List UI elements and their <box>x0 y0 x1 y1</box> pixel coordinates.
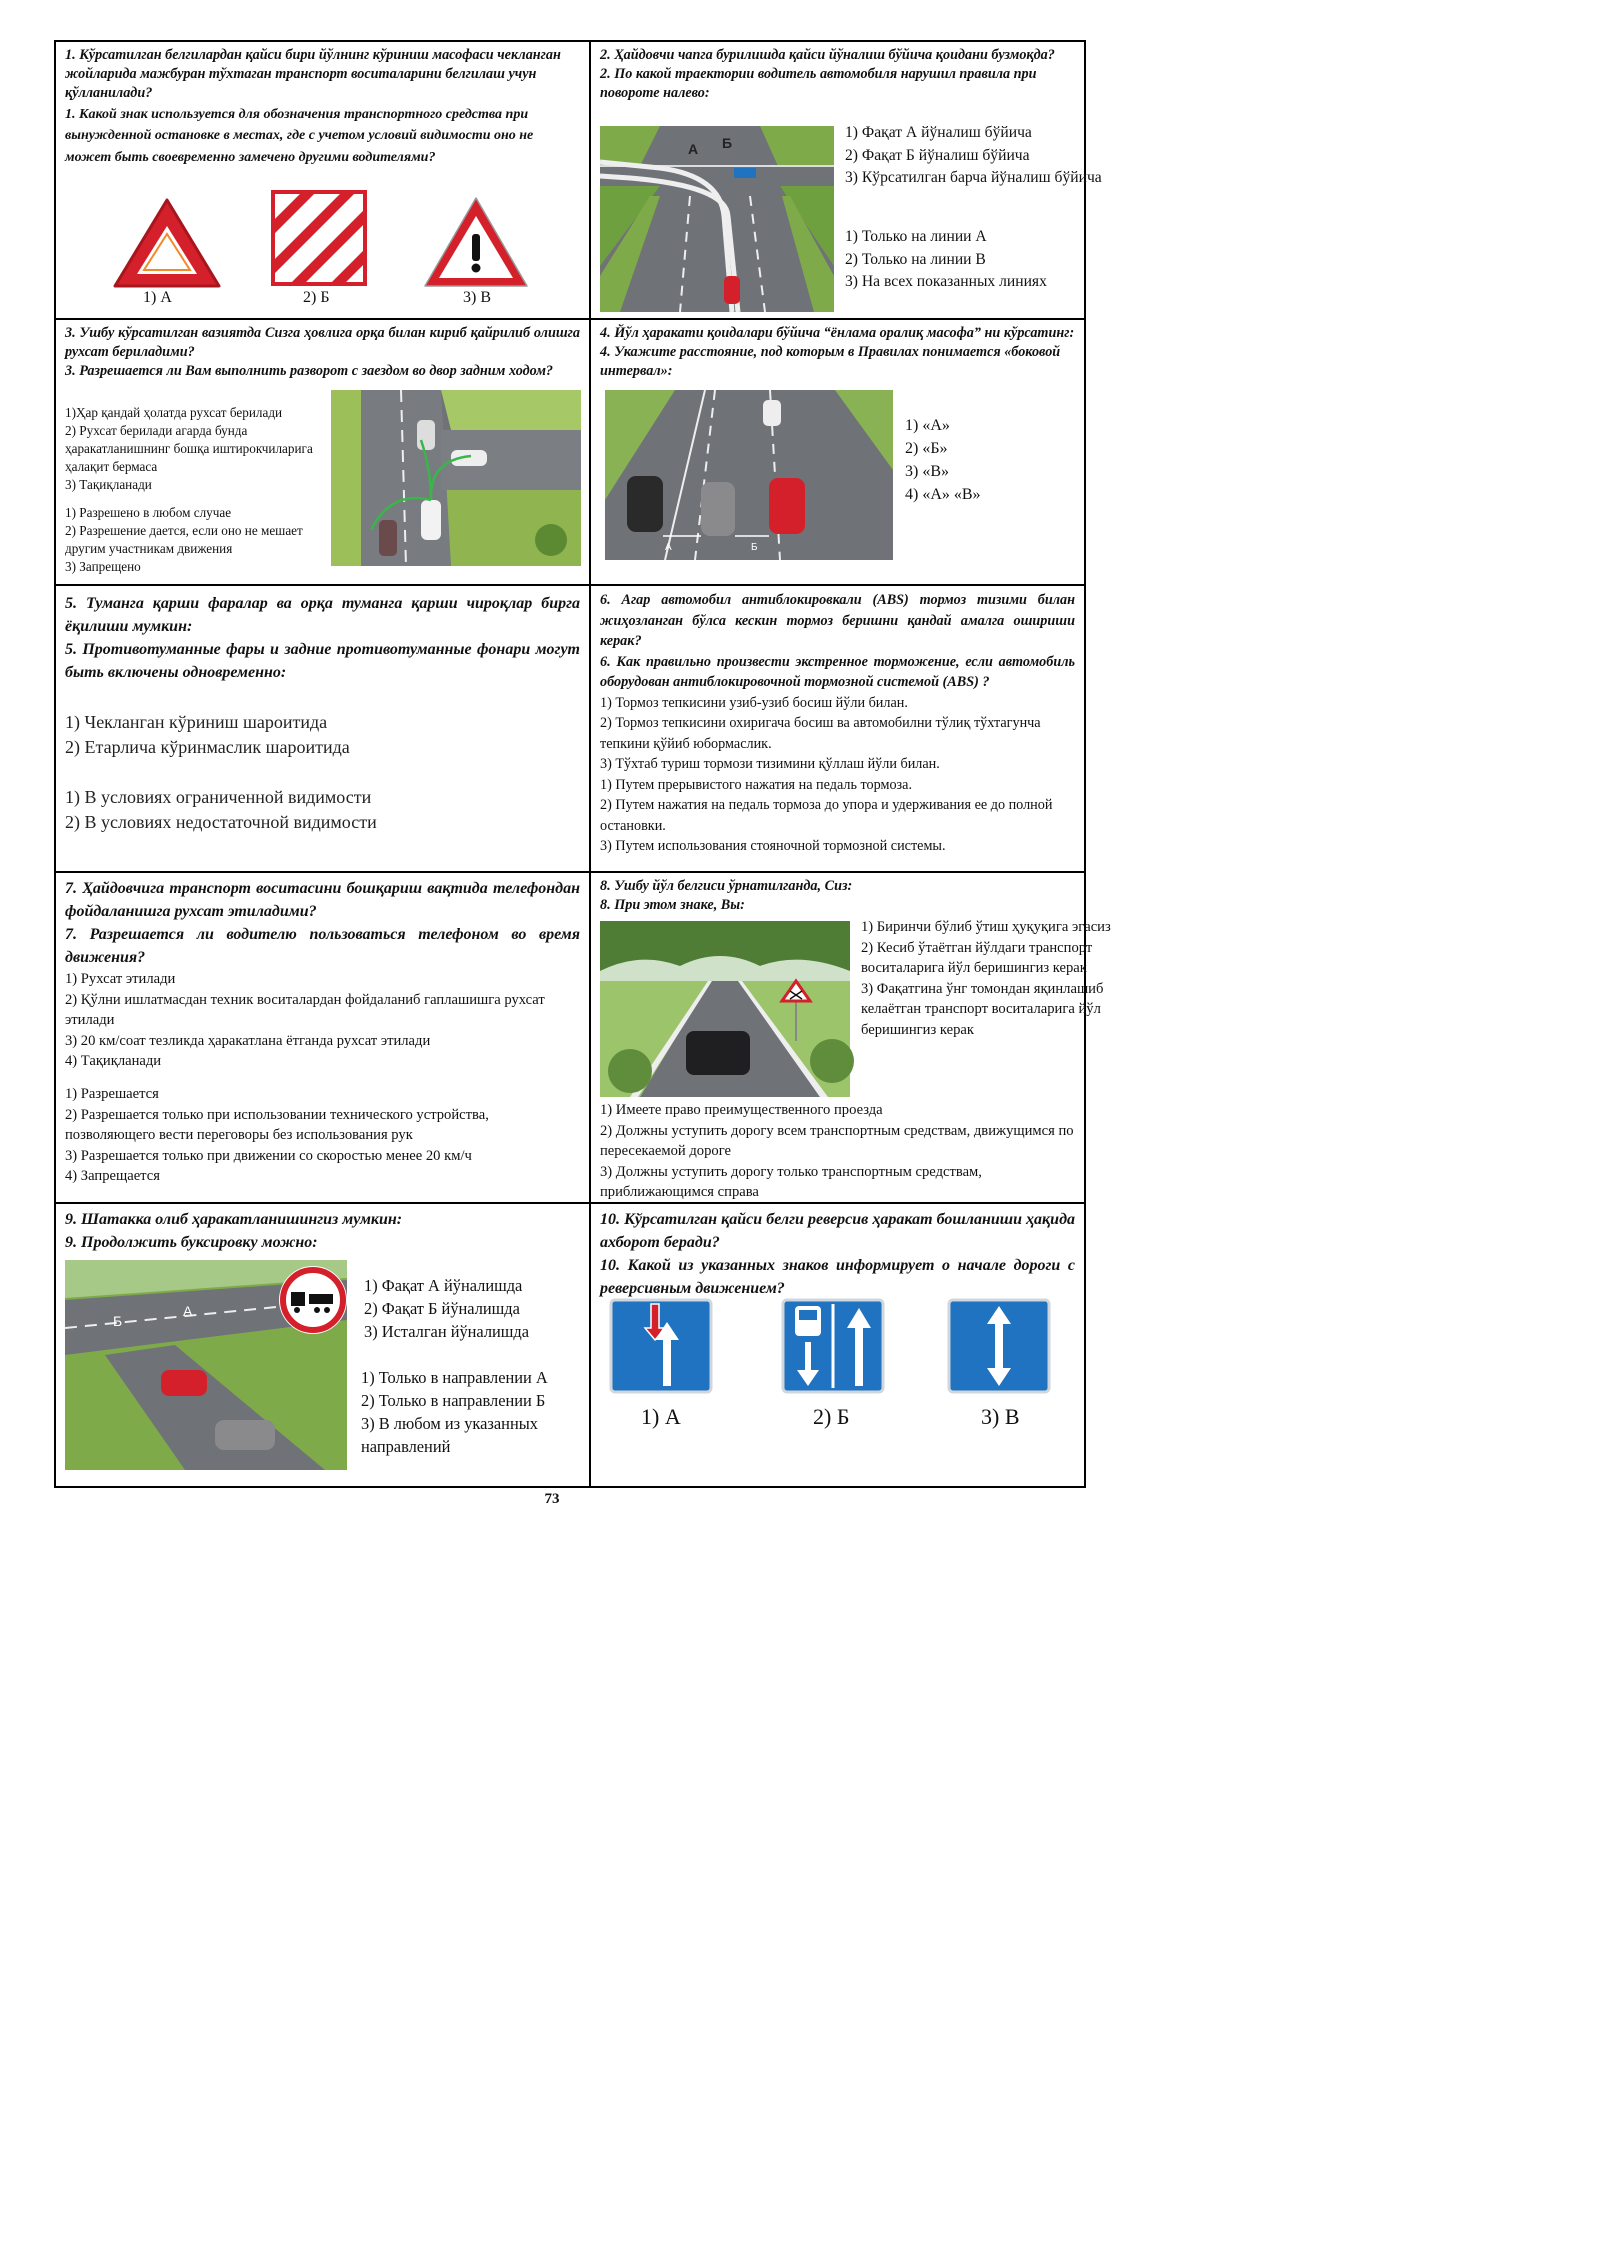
sign-v-reversible-road <box>947 1298 1051 1394</box>
q8-road-image <box>600 921 850 1097</box>
q8-answers-ru <box>600 1100 1088 1203</box>
sign-b-bus-lane <box>781 1298 885 1394</box>
q9-uz: 9. Шатакка олиб ҳаракатланишингиз мумкин: <box>65 1211 403 1228</box>
q4-gray-car <box>701 482 735 536</box>
q2-ru: 2. По какой траектории водитель автомобиля нарушил правила при повороте налево: <box>600 66 1037 102</box>
q3-answers-ru <box>65 504 323 576</box>
q8-answer-uz-2: 2) Кесиб ўтаётган йўлдаги транспорт воситаларига йўл беришингиз керак <box>861 939 1093 977</box>
q7-answer-ru-2: 2) Разрешается только при использовании технического устройства, позволяющего вести переговоры без использования рук <box>65 1106 489 1144</box>
q3-answer-uz-3: 3) Тақиқланади <box>65 477 152 492</box>
q5-answer-uz-2: 2) Етарлича кўринмаслик шароитида <box>65 737 350 757</box>
q9-answer-uz-2: 2) Фақат Б йўналишда <box>364 1299 520 1318</box>
question-4 <box>591 320 1084 586</box>
q1-label-a: 1) А <box>143 289 172 306</box>
q2-img-label-a: А <box>688 141 699 157</box>
q5-answer-uz-1: 1) Чекланган кўриниш шароитида <box>65 712 328 732</box>
q6-answers-uz <box>600 693 1075 775</box>
q4-ru: 4. Укажите расстояние, под которым в Правилах понимается «боковой интервал»: <box>600 344 1061 380</box>
q2-uz: 2. Ҳайдовчи чапга бурилишда қайси йўналиш бўйича қоидани бузмоқда? <box>600 47 1055 63</box>
q2-answer-uz-3: 3) Кўрсатилган барча йўналиш бўйича <box>845 169 1102 187</box>
q2-answer-uz-1: 1) Фақат А йўналиш бўйича <box>845 124 1032 141</box>
q2-answer-ru-1: 1) Только на линии А <box>845 228 987 245</box>
q1-label-b: 2) Б <box>303 289 330 306</box>
q7-answer-uz-2: 2) Қўлни ишлатмасдан техник воситалардан фойдаланиб гаплашишга рухсат этилади <box>65 991 545 1029</box>
q7-answer-ru-3: 3) Разрешается только при движении со скоростью менее 20 км/ч <box>65 1147 472 1164</box>
q3-uz: 3. Ушбу кўрсатилган вазиятда Сизга ҳовлига орқа билан кириб қайрилиб олишга рухсат бериладими? <box>65 325 580 361</box>
q3-answer-ru-3: 3) Запрещено <box>65 559 141 574</box>
q3-answer-uz-2: 2) Рухсат берилади агарда бунда ҳаракатланишнинг бошқа иштирокчиларига ҳалақит бермаса <box>65 423 313 474</box>
q2-answers-uz <box>845 122 1107 190</box>
question-10 <box>591 1204 1084 1486</box>
question-9 <box>56 1204 591 1486</box>
q3-answer-uz-1: 1)Ҳар қандай ҳолатда рухсат берилади <box>65 405 283 420</box>
q4-answers <box>905 414 981 506</box>
q9-ru: 9. Продолжить буксировку можно: <box>65 1234 318 1251</box>
q3-answers-uz <box>65 404 323 494</box>
q4-black-car <box>627 476 663 532</box>
q3-ru: 3. Разрешается ли Вам выполнить разворот с заездом во двор задним ходом? <box>65 363 554 380</box>
warning-triangle-sign <box>109 194 225 292</box>
question-5 <box>56 586 591 873</box>
questions-grid <box>54 40 1111 1488</box>
q6-answers-ru <box>600 775 1075 857</box>
page-number: 73 <box>544 1491 560 1507</box>
q5-ru: 5. Противотуманные фары и задние противотуманные фонари могут быть включены одновременно: <box>65 641 580 681</box>
q8-answer-uz-3: 3) Фақатгина ўнг томондан яқинлашиб келаётган транспорт воситаларига йўл беришингиз керак <box>861 980 1104 1038</box>
q4-answer-4: 4) «А» «В» <box>905 486 981 503</box>
q10-label-v: 3) В <box>981 1404 1020 1429</box>
q9-answer-uz-1: 1) Фақат А йўналишда <box>364 1276 523 1295</box>
q4-uz: 4. Йўл ҳаракати қоидалари бўйича “ёнлама оралиқ масофа” ни кўрсатинг: <box>600 325 1075 341</box>
q10-ru: 10. Какой из указанных знаков информирует о начале дороги с реверсивным движением? <box>600 1257 1075 1297</box>
q8-answers-uz <box>861 917 1111 1041</box>
q6-answer-uz-2: 2) Тормоз тепкисини охиригача босиш ва автомобилни тўлиқ тўхтагунча тепкини қўйиб юбормаслик. <box>600 715 1041 752</box>
q8-answer-ru-2: 2) Должны уступить дорогу всем транспортным средствам, движущимся по пересекаемой дороге <box>600 1122 1074 1160</box>
q3-yard-image <box>331 390 581 566</box>
q4-red-car <box>769 478 805 534</box>
q6-uz: 6. Агар автомобил антиблокировкали (ABS) тормоз тизими билан жиҳозланган бўлса кескин тормоз беришни қандай амалга ошириши керак? <box>600 592 1075 649</box>
sign-a-reversible-start <box>609 1298 713 1394</box>
q3-answer-ru-1: 1) Разрешено в любом случае <box>65 505 232 520</box>
q8-answer-ru-1: 1) Имеете право преимущественного проезда <box>600 1102 883 1118</box>
q9-answer-ru-1: 1) Только в направлении А <box>361 1368 548 1387</box>
q6-answer-ru-2: 2) Путем нажатия на педаль тормоза до упора и удерживания ее до полной остановки. <box>600 797 1053 834</box>
q8-car <box>686 1031 750 1075</box>
question-3 <box>56 320 591 586</box>
q2-answer-uz-2: 2) Фақат Б йўналиш бўйича <box>845 146 1030 164</box>
q2-answer-ru-2: 2) Только на линии В <box>845 250 986 268</box>
q9-road-image <box>65 1260 347 1470</box>
q7-ru: 7. Разрешается ли водителю пользоваться телефоном во время движения? <box>65 926 580 966</box>
q10-uz: 10. Кўрсатилган қайси белги реверсив ҳаракат бошланиши ҳақида ахборот беради? <box>600 1211 1075 1251</box>
q9-answer-ru-2: 2) Только в направлении Б <box>361 1391 546 1410</box>
q7-answer-uz-4: 4) Тақиқланади <box>65 1053 162 1070</box>
q2-img-label-b: Б <box>722 135 733 151</box>
q8-answer-uz-1: 1) Биринчи бўлиб ўтиш ҳуқуқига эгасиз <box>861 919 1111 935</box>
question-1 <box>56 42 591 320</box>
q6-answer-ru-1: 1) Путем прерывистого нажатия на педаль тормоза. <box>600 776 913 793</box>
q7-answers-ru <box>65 1084 580 1187</box>
q9-gray-car <box>215 1420 275 1450</box>
q2-intersection-image <box>600 126 834 312</box>
q9-answer-ru-3: 3) В любом из указанных направлений <box>361 1414 538 1456</box>
question-6 <box>591 586 1084 873</box>
q1-ru: 1. Какой знак используется для обозначения транспортного средства при вынужденной остановке в местах, где с учетом условий видимости оно не может быть своевременно замечено другими водителями? <box>65 106 534 165</box>
q1-label-v: 3) В <box>463 289 491 306</box>
q7-answer-uz-1: 1) Рухсат этилади <box>65 971 176 987</box>
q7-answer-ru-4: 4) Запрещается <box>65 1168 160 1185</box>
q4-answer-2: 2) «Б» <box>905 440 948 457</box>
q6-answer-uz-3: 3) Тўхтаб туриш тормози тизимини қўллаш йўли билан. <box>600 756 940 772</box>
q10-label-a: 1) А <box>641 1404 681 1429</box>
q2-answers-ru <box>845 226 1107 294</box>
q4-answer-1: 1) «А» <box>905 417 950 434</box>
q5-answers-ru <box>65 785 580 835</box>
q4-img-label-b: Б <box>751 542 758 553</box>
q1-uz: 1. Кўрсатилган белгилардан қайси бири йўлнинг кўриниш масофаси чекланган жойларида мажбуран тўхтаган транспорт воситаларини белгилаш учун қўлланилади? <box>65 47 561 102</box>
q9-red-car <box>161 1370 207 1396</box>
question-7 <box>56 873 591 1204</box>
q6-answer-uz-1: 1) Тормоз тепкисини узиб-узиб босиш йўли билан. <box>600 694 908 711</box>
q7-uz: 7. Ҳайдовчига транспорт воситасини бошқариш вақтида телефондан фойдаланишга рухсат этиладими? <box>65 880 580 920</box>
q2-car <box>724 276 740 304</box>
q10-label-b: 2) Б <box>813 1404 850 1429</box>
q9-answer-uz-3: 3) Исталган йўналишда <box>364 1322 530 1341</box>
q7-answer-ru-1: 1) Разрешается <box>65 1085 159 1102</box>
q2-answer-ru-3: 3) На всех показанных линиях <box>845 273 1047 291</box>
exclamation-warning-sign <box>421 194 531 290</box>
q1-signs <box>65 190 585 310</box>
q7-answer-uz-3: 3) 20 км/соат тезликда ҳаракатлана ётганда рухсат этилади <box>65 1032 431 1049</box>
striped-plate-sign <box>271 190 367 286</box>
q4-answer-3: 3) «В» <box>905 463 949 480</box>
q2-lane-sign <box>734 168 756 178</box>
question-2 <box>591 42 1102 320</box>
q3-answer-ru-2: 2) Разрешение дается, если оно не мешает другим участникам движения <box>65 523 303 556</box>
q4-img-label-a: A <box>665 542 672 553</box>
q5-answers-uz <box>65 710 580 760</box>
question-8 <box>591 873 1111 1204</box>
q8-answer-ru-3: 3) Должны уступить дорогу только транспортным средствам, приближающимся справа <box>600 1163 982 1201</box>
q8-ru: 8. При этом знаке, Вы: <box>600 897 745 914</box>
q5-answer-ru-2: 2) В условиях недостаточной видимости <box>65 812 377 832</box>
q9-img-label-a: А <box>183 1303 193 1319</box>
q6-ru: 6. Как правильно произвести экстренное торможение, если автомобиль оборудован антиблокировочной тормозной системой (ABS) ? <box>600 653 1075 690</box>
q5-answer-ru-1: 1) В условиях ограниченной видимости <box>65 787 372 807</box>
q4-road-image <box>605 390 893 560</box>
q9-answers-ru <box>361 1366 583 1458</box>
q9-img-label-b: Б <box>113 1313 123 1329</box>
q7-answers-uz <box>65 969 580 1072</box>
q8-uz: 8. Ушбу йўл белгиси ўрнатилганда, Сиз: <box>600 878 853 894</box>
q6-answer-ru-3: 3) Путем использования стояночной тормозной системы. <box>600 838 946 854</box>
q5-uz: 5. Туманга қарши фаралар ва орқа туманга қарши чироқлар бирга ёқилиши мумкин: <box>65 595 580 635</box>
q9-answers-uz <box>364 1274 529 1343</box>
